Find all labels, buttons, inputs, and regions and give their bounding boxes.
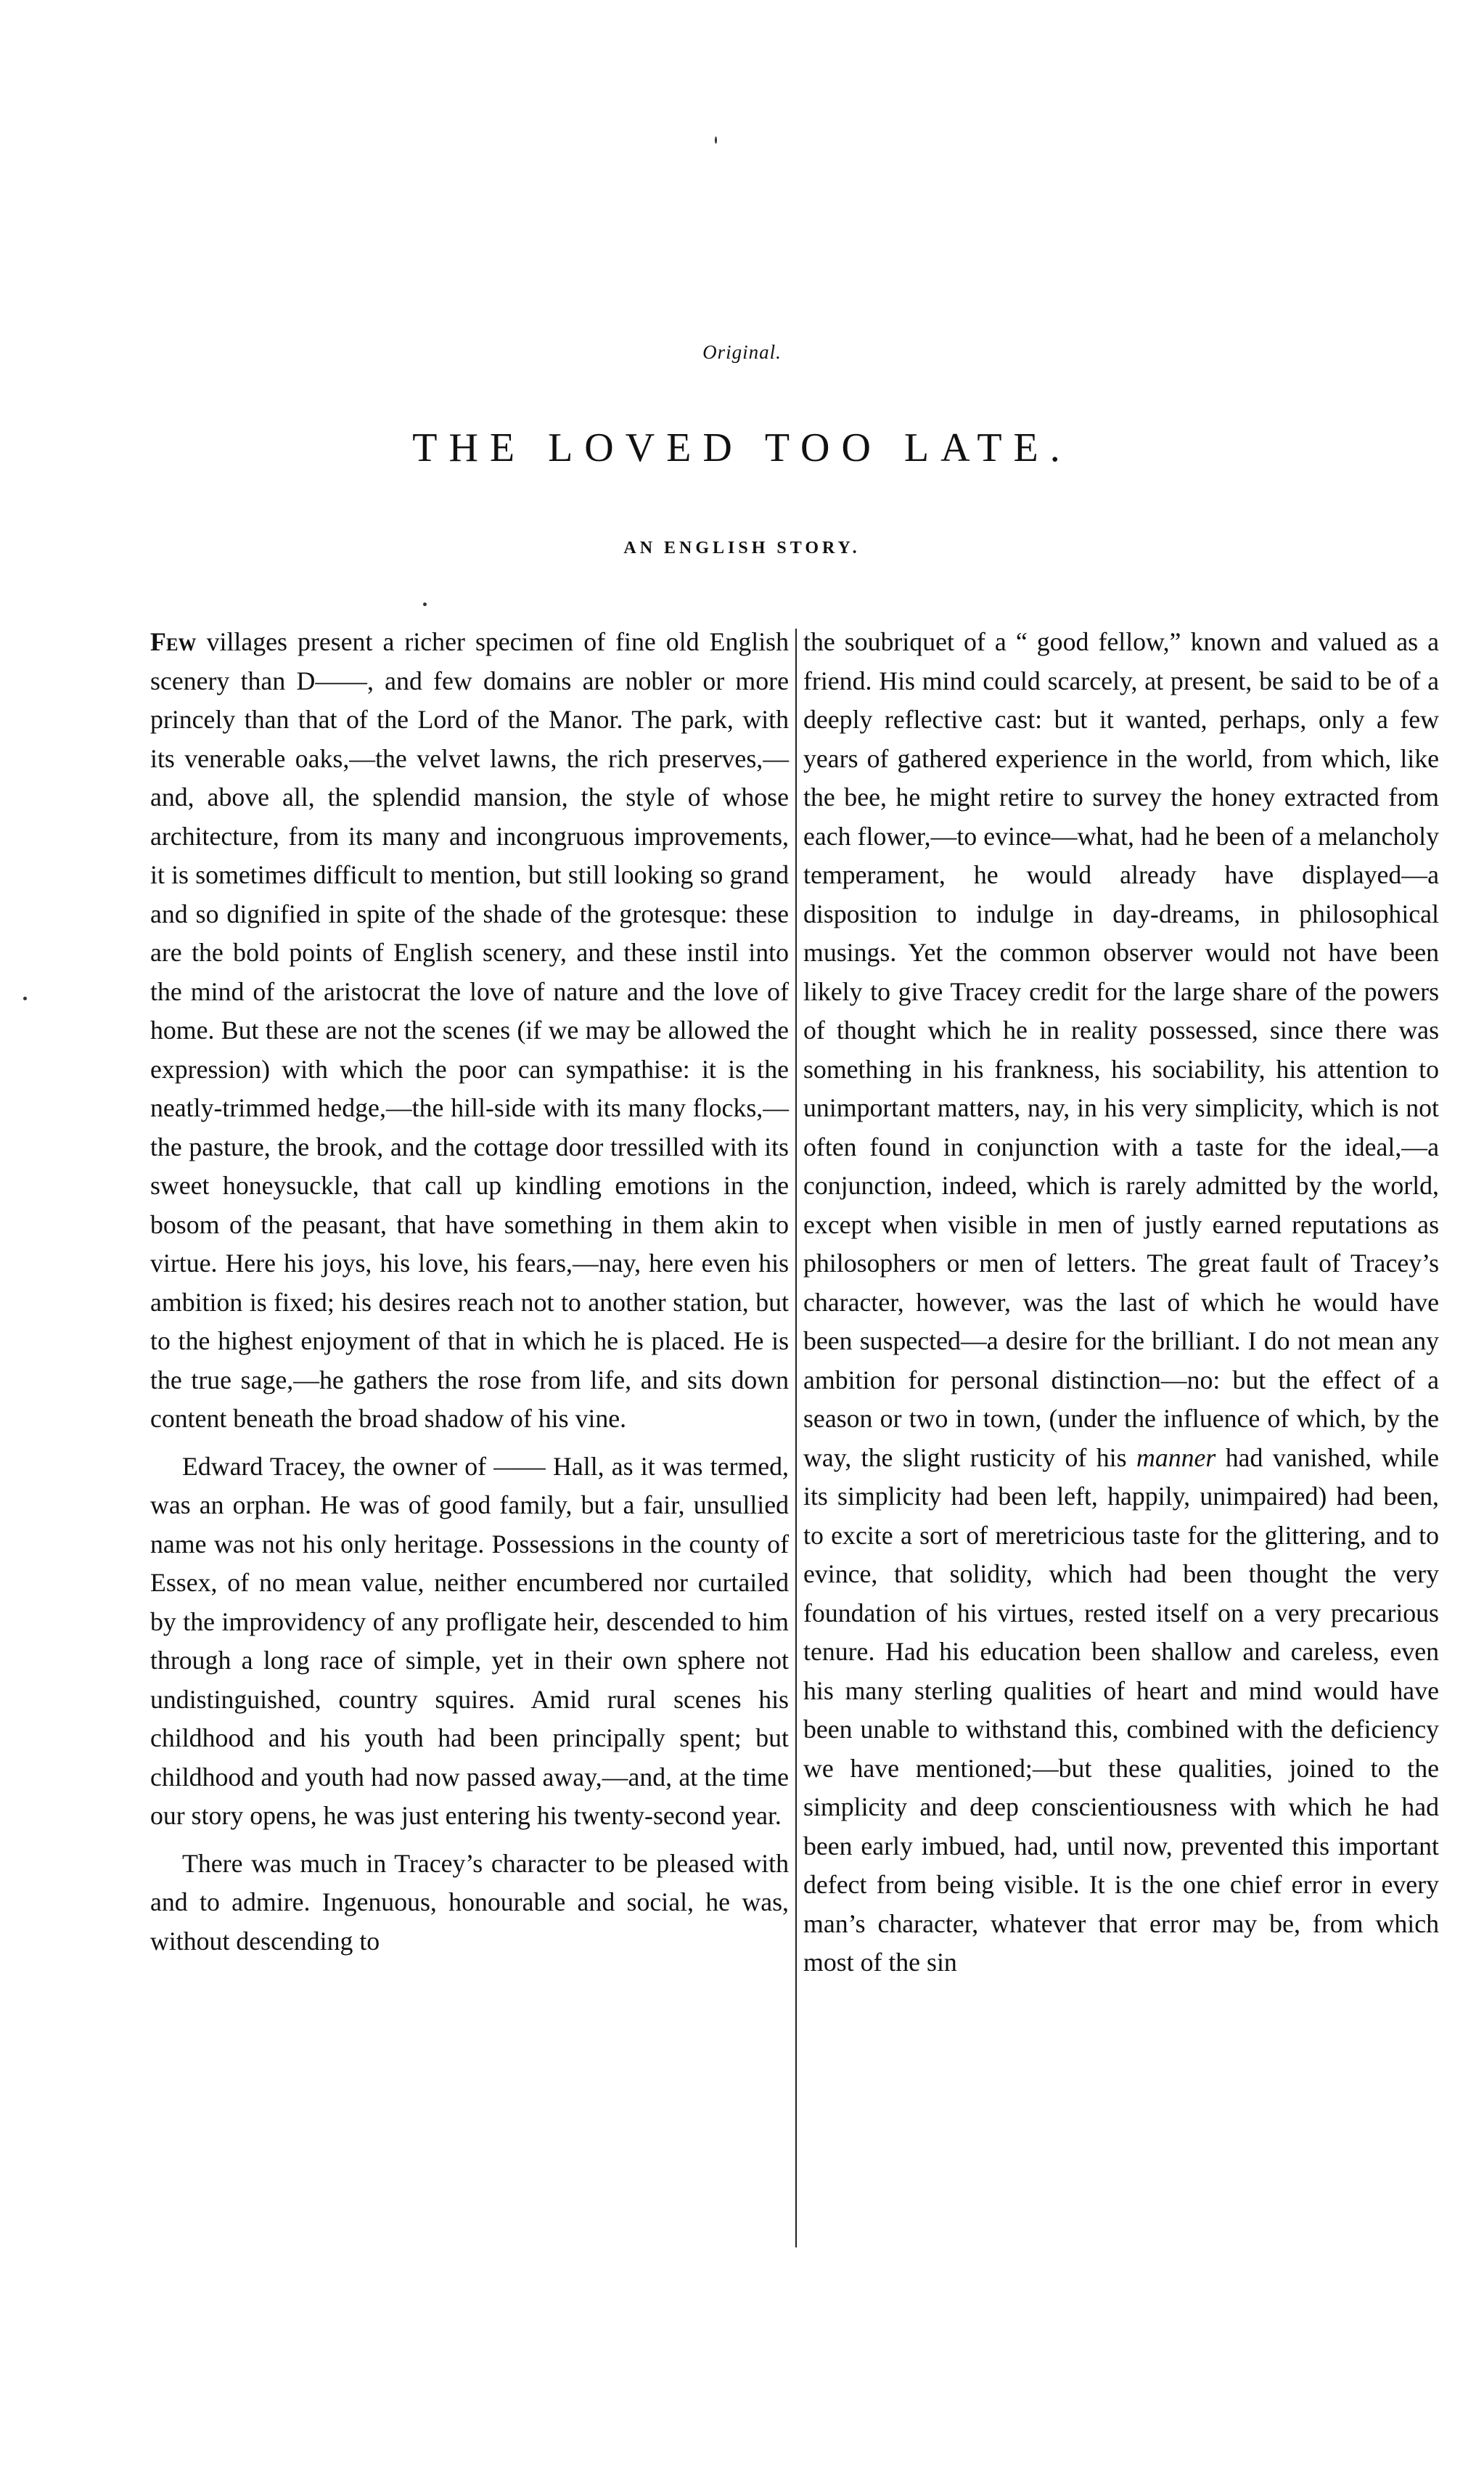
- paragraph-continued: [803, 623, 1439, 1982]
- italic-word: manner: [1136, 1442, 1216, 1472]
- left-column: [150, 623, 789, 2249]
- opening-word: Few: [150, 627, 197, 656]
- print-speck: [23, 997, 27, 1000]
- paragraph-text: villages present a richer specimen of fine old English scenery than D——, and few domains are nobler or more princely than that of the Lord of the Manor. The park, with its venerable oaks,—the velvet lawns, the rich preserves,—and, above all, the splendid mansion, the style of whose architecture, from its many and incongruous improvements, it is sometimes difficult to mention, but still looking so grand and so dignified in spite of the shade of the grotesque: these are the bold points of English scenery, and these instil into the mind of the aristocrat the love of nature and the love of home. But these are not the scenes (if we may be allowed the expression) with which the poor can sympathise: it is the neatly-trimmed hedge,—the hill-side with its many flocks,—the pasture, the brook, and the cottage door tressilled with its sweet honeysuckle, that call up kindling emotions in the bosom of the peasant, that have something in them akin to virtue. Here his joys, his love, his fears,—nay, here even his ambition is fixed; his desires reach not to another station, but to the highest enjoyment of that in which he is placed. He is the true sage,—he gathers the rose from life, and sits down content beneath the broad shadow of his vine.: [150, 627, 790, 1433]
- print-speck: [423, 603, 427, 606]
- right-column: [803, 623, 1439, 2249]
- story-subtitle: AN ENGLISH STORY.: [623, 539, 861, 557]
- paragraph-character: There was much in Tracey’s character to be pleased with and to admire. Ingenuous, honourable and social, he was, without descending to: [150, 1848, 789, 1956]
- paragraph-opening: [150, 623, 789, 1439]
- paragraph-text: had vanished, while its simplicity had been left, happily, unimpaired) had been, to excite a sort of meretricious taste for the glittering, and to evince, that solidity, which had been thought the very foundation of his virtues, rested itself on a very precarious tenure. Had his education been shallow and careless, even his many sterling qualities of heart and mind would have been unable to withstand this, combined with the deficiency we have mentioned;—but these qualities, joined to the simplicity and deep conscientiousness with which he had been early imbued, had, until now, prevented this important defect from being visible. It is the one chief error in every man’s character, whatever that error may be, from which most of the sin: [803, 1442, 1440, 1977]
- original-label: Original.: [702, 341, 782, 363]
- print-speck: [715, 136, 717, 144]
- story-title: THE LOVED TOO LATE.: [412, 425, 1072, 470]
- paragraph-text: the soubriquet of a “ good fellow,” known and valued as a friend. His mind could scarcely, at present, be said to be of a deeply reflective cast: but it wanted, perhaps, only a few years of gathered experience in the world, from which, like the bee, he might retire to survey the honey extracted from each flower,—to evince—what, had he been of a melancholy temperament, he would already have displayed—a disposition to indulge in day-dreams, in philosophical musings. Yet the common observer would not have been likely to give Tracey credit for the large share of the powers of thought which he in reality possessed, since there was something in his frankness, his sociability, his attention to unimportant matters, nay, in his very simplicity, which is not often found in conjunction with a taste for the ideal,—a conjunction, indeed, which is rarely admitted by the world, except when visible in men of justly earned reputations as philosophers or men of letters. The great fault of Tracey’s character, however, was the last of which he would have been suspected—a desire for the brilliant. I do not mean any ambition for personal distinction—no: but the effect of a season or two in town, (under the influence of which, by the way, the slight rusticity of his: [803, 627, 1439, 1472]
- paragraph-edward-tracey: Edward Tracey, the owner of —— Hall, as it was termed, was an orphan. He was of good family, but a fair, unsullied name was not his only heritage. Possessions in the county of Essex, of no mean value, neither encumbered nor curtailed by the improvidency of any profligate heir, descended to him through a long race of simple, yet in their own sphere not undistinguished, country squires. Amid rural scenes his childhood and his youth had been principally spent; but childhood and youth had now passed away,—and, at the time our story opens, he was just entering his twenty-second year.: [150, 1451, 789, 1830]
- column-divider: [795, 629, 797, 2247]
